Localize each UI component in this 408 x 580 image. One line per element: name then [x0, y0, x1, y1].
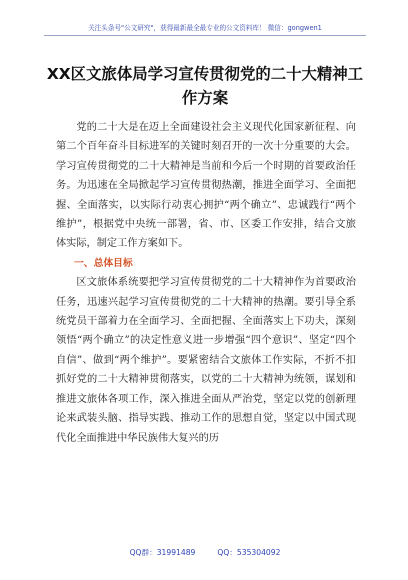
footer-qq-group: QQ群：31991489: [129, 548, 196, 557]
header-divider: [44, 35, 366, 36]
document-title: XX区文旅体局学习宣传贯彻党的二十大精神工作方案: [46, 65, 364, 107]
footer-qq: QQ：535304092: [217, 548, 281, 557]
header-banner: 关注头条号"公文研究"，获得最新最全最专业的公文资料库！ 微信：gongwen1: [88, 24, 322, 32]
section-heading-overall-goal: 一、总体目标: [74, 257, 133, 269]
page-footer: [44, 547, 366, 558]
document-body: [56, 118, 356, 448]
intro-paragraph: 党的二十大是在迈上全面建设社会主义现代化国家新征程、向第二个百年奋斗目标进军的关键时刻召开的一次十分重要的大会。学习宣传贯彻党的二十大精神是当前和今后一个时期的首要政治任务。为迅速在全局掀起学习宣传贯彻热潮，推进全面学习、全面把握、全面落实，以实际行动衷心拥护“两个确立”、忠诚践行“两个维护”，根据党中央统一部署，省、市、区委工作安排，结合文旅体实际，制定工作方案如下。: [56, 122, 356, 250]
section-paragraph: 区文旅体系统要把学习宣传贯彻党的二十大精神作为首要政治任务，迅速兴起学习宣传贯彻党的二十大精神的热潮。要引导全系统党员干部着力在全面学习、全面把握、全面落实上下功夫，深刻领悟“两个确立”的决定性意义进一步增强“四个意识”、坚定“四个自信”、做到“两个维护”。要紧密结合文旅体工作实际，不折不扣抓好党的二十大精神贯彻落实，以党的二十大精神为统领，谋划和推进文旅体各项工作，深入推进全面从严治党，坚定以党的创新理论来武装头脑、指导实践、推动工作的思想自觉，坚定以中国式现代化全面推进中华民族伟大复兴的历: [56, 277, 356, 444]
